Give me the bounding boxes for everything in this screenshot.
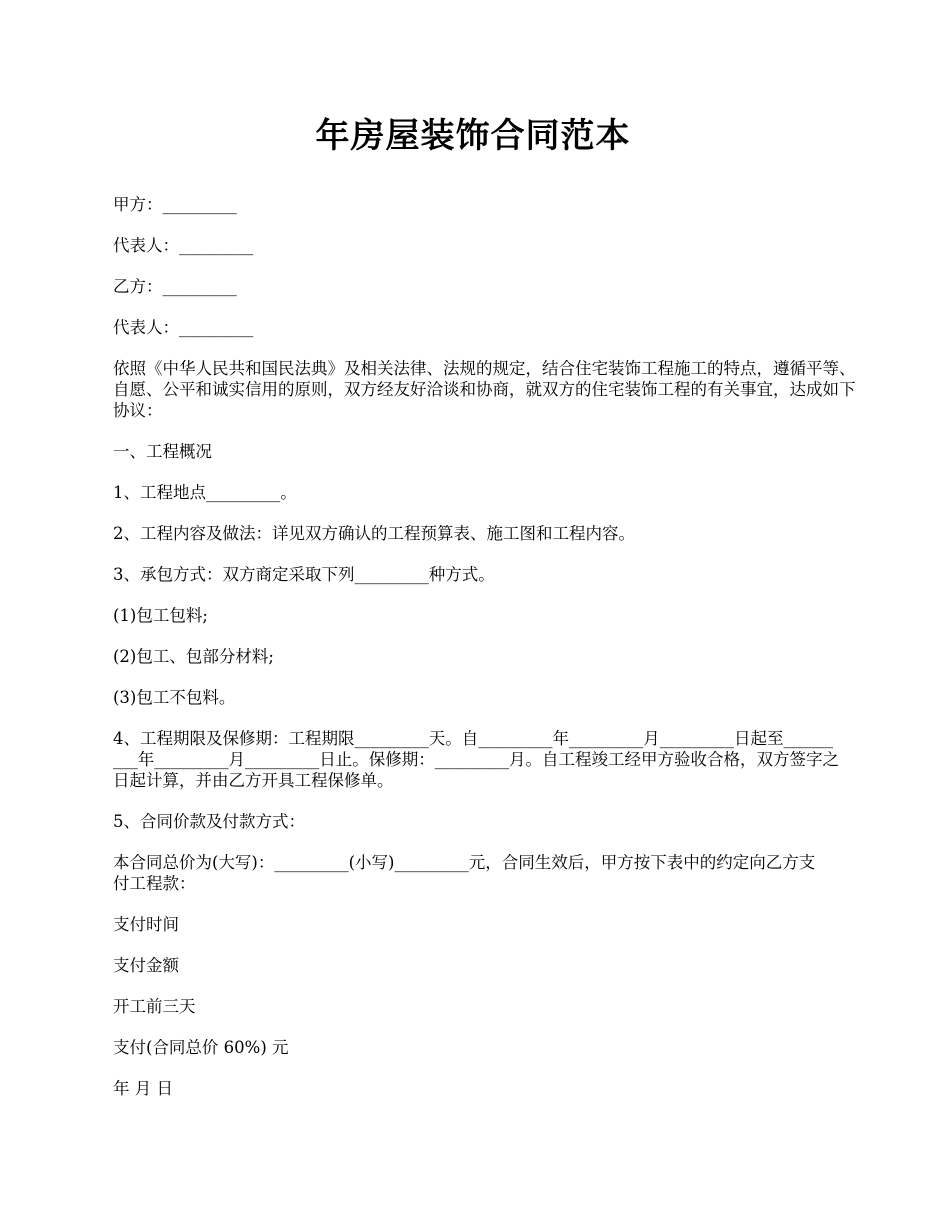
payment-table-header-amount: 支付金额	[113, 956, 179, 975]
clause-project-location: 1、工程地点_________。	[113, 483, 297, 502]
date-line: 年 月 日	[113, 1079, 173, 1098]
section-heading-project-overview: 一、工程概况	[113, 442, 212, 461]
clause-project-period: 4、工程期限及保修期：工程期限_________天。自_________年_________月_________日起至_________年_________月_________日止。保修期：_________月。自工程竣工经甲方验收合格，双方签字之日起计算，并由乙方开具工程保修单。	[113, 729, 839, 790]
clause-contract-method: 3、承包方式：双方商定采取下列_________种方式。	[113, 565, 495, 584]
party-a-representative-line: 代表人：_________	[113, 236, 254, 255]
list-item-option-1: (1)包工包料;	[113, 606, 208, 625]
list-item-option-2: (2)包工、包部分材料;	[113, 647, 274, 666]
document-title: 年房屋装饰合同范本	[315, 116, 631, 156]
clause-total-price: 本合同总价为(大写)：_________(小写)_________元，合同生效后，甲方按下表中的约定向乙方支付工程款：	[113, 853, 816, 893]
document-page	[113, 110, 856, 1119]
payment-row-amount: 支付(合同总价 60%) 元	[113, 1038, 289, 1057]
clause-contract-price-heading: 5、合同价款及付款方式：	[113, 812, 305, 831]
party-b-representative-line: 代表人：_________	[113, 318, 254, 337]
payment-table-header-time: 支付时间	[113, 915, 179, 934]
list-item-option-3: (3)包工不包料。	[113, 688, 236, 707]
preamble-paragraph: 依照《中华人民共和国民法典》及相关法律、法规的规定，结合住宅装饰工程施工的特点，遵循平等、自愿、公平和诚实信用的原则，双方经友好洽谈和协商，就双方的住宅装饰工程的有关事宜，达成如下协议：	[113, 359, 856, 420]
clause-project-content: 2、工程内容及做法：详见双方确认的工程预算表、施工图和工程内容。	[113, 524, 635, 543]
party-a-line: 甲方：_________	[113, 195, 237, 214]
party-b-line: 乙方：_________	[113, 277, 237, 296]
payment-row-time: 开工前三天	[113, 997, 196, 1016]
